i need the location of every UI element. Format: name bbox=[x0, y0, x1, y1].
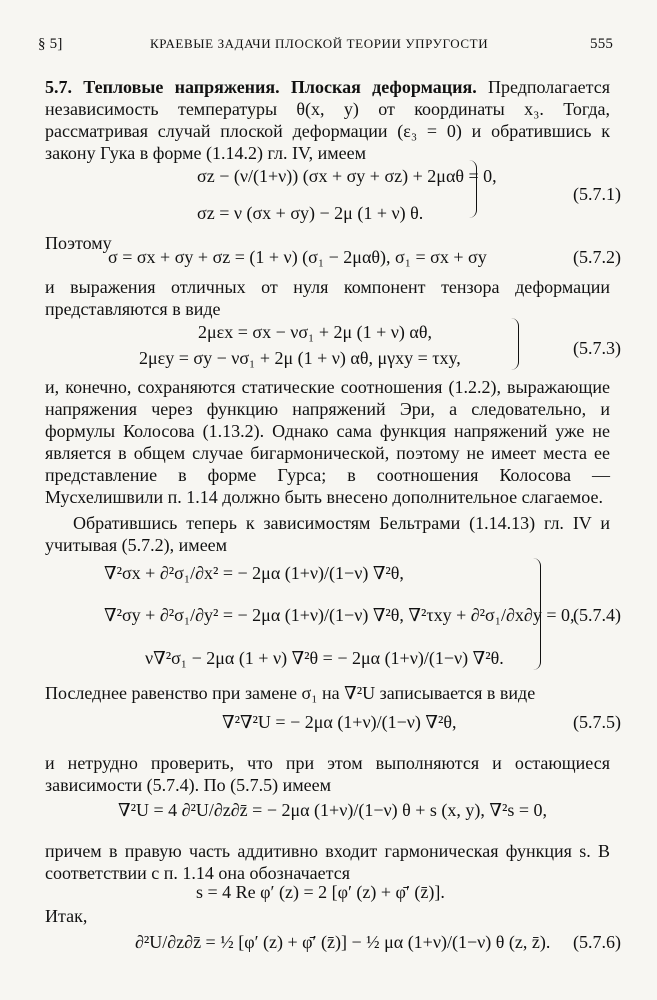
itak-text: Итак, bbox=[45, 906, 88, 926]
right-brace bbox=[530, 558, 541, 670]
eq-5-7-3-line-2: 2μεy = σy − νσ₁ + 2μ (1 + ν) αθ, μγxy = τxy, bbox=[139, 348, 461, 368]
right-brace bbox=[468, 160, 477, 218]
eq-5-7-3-line-1: 2μεx = σx − νσ₁ + 2μ (1 + ν) αθ, bbox=[198, 322, 432, 342]
paragraph-verify: и нетрудно проверить, что при этом выполняются и остающиеся зависимости (5.7.4). По (5.7.5) имеем bbox=[45, 753, 610, 795]
eq-5-7-5-line: ∇²∇²U = − 2μα (1+ν)/(1−ν) ∇²θ, bbox=[222, 712, 457, 732]
eq-5-7-4-line-1: ∇²σx + ∂²σ₁/∂x² = − 2μα (1+ν)/(1−ν) ∇²θ, bbox=[104, 563, 404, 583]
section-heading: 5.7. Тепловые напряжения. Плоская деформация. bbox=[45, 77, 477, 97]
eq-5-7-4-line-2: ∇²σy + ∂²σ₁/∂y² = − 2μα (1+ν)/(1−ν) ∇²θ, ∇²τxy + ∂²σ₁/∂x∂y = 0, bbox=[104, 605, 575, 625]
eq-5-7-6-line: ∂²U/∂z∂z̄ = ½ [φ′ (z) + φ̄′ (z̄)] − ½ μα (1+ν)/(1−ν) θ (z, z̄). bbox=[135, 932, 551, 952]
paragraph-strain-components: и выражения отличных от нуля компонент тензора деформации представляются в виде bbox=[45, 277, 610, 319]
equation-number: (5.7.1) bbox=[573, 184, 621, 204]
equation-s-definition: s = 4 Re φ′ (z) = 2 [φ′ (z) + φ̄′ (z̄)]. bbox=[196, 882, 445, 902]
equation-number: (5.7.3) bbox=[573, 338, 621, 358]
eq-5-7-2-line: σ = σx + σy + σz = (1 + ν) (σ₁ − 2μαθ), σ₁ = σx + σy bbox=[108, 247, 487, 267]
paragraph-replacement: Последнее равенство при замене σ₁ на ∇²U записывается в виде bbox=[45, 683, 536, 703]
equation-number: (5.7.5) bbox=[573, 712, 621, 732]
section-marker: § 5] bbox=[38, 36, 63, 52]
equation-laplacian-u: ∇²U = 4 ∂²U/∂z∂z̄ = − 2μα (1+ν)/(1−ν) θ + s (x, y), ∇²s = 0, bbox=[118, 800, 548, 820]
equation-number: (5.7.2) bbox=[573, 247, 621, 267]
eq-5-7-1-line-1: σz − (ν/(1+ν)) (σx + σy + σz) + 2μαθ = 0, bbox=[197, 166, 497, 186]
eq-5-7-1-line-2: σz = ν (σx + σy) − 2μ (1 + ν) θ. bbox=[197, 203, 424, 223]
poetomu-text: Поэтому bbox=[45, 233, 112, 253]
intro-text: Предполагается независимость температуры θ(x, y) от координаты x₃. Тогда, рассматривая случай плоской деформации (ε₃ = 0) и обратившись к закону Гука в форме (1.14.2) гл. IV, имеем bbox=[45, 77, 610, 163]
paragraph-beltrami: Обратившись теперь к зависимостям Бельтрами (1.14.13) гл. IV и учитывая (5.7.2), имеем bbox=[45, 513, 610, 555]
paragraph-kolosov: и, конечно, сохраняются статические соотношения (1.2.2), выражающие напряжения через функцию напряжений Эри, а следовательно, и формулы Колосова (1.13.2). Однако сама функция напряжений уже не является в общем случае бигармонической, поэтому не имеет места ее представление в форме Гурса; в соотношения Колосова — Мусхелишвили п. 1.14 должно быть внесено дополнительное слагаемое. bbox=[45, 377, 610, 507]
paragraph-harmonic: причем в правую часть аддитивно входит гармоническая функция s. В соответствии с п. 1.14 она обозначается bbox=[45, 841, 610, 883]
running-title: КРАЕВЫЕ ЗАДАЧИ ПЛОСКОЙ ТЕОРИИ УПРУГОСТИ bbox=[150, 36, 489, 51]
right-brace bbox=[510, 318, 519, 370]
equation-number: (5.7.4) bbox=[573, 605, 621, 625]
section-intro-paragraph bbox=[45, 76, 610, 164]
equation-number: (5.7.6) bbox=[573, 932, 621, 952]
eq-5-7-4-line-3: ν∇²σ₁ − 2μα (1 + ν) ∇²θ = − 2μα (1+ν)/(1−ν) ∇²θ. bbox=[145, 648, 504, 668]
page-number: 555 bbox=[590, 36, 614, 52]
